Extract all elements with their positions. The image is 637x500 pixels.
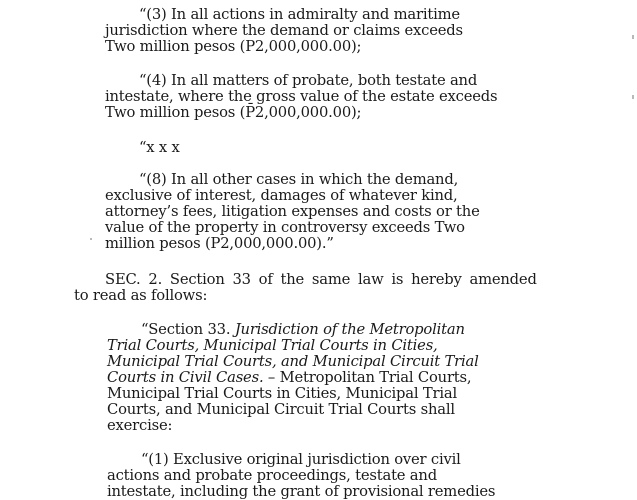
text-line xyxy=(107,320,465,338)
text-line xyxy=(107,352,479,370)
text-line: exclusive of interest, damages of whatever kind, xyxy=(105,186,458,204)
text-line: intestate, including the grant of provisional remedies xyxy=(107,482,496,500)
text-line: intestate, where the gross value of the estate exceeds xyxy=(105,87,498,105)
text-line: exercise: xyxy=(107,416,173,434)
text-line: “(3) In all actions in admiralty and maritime xyxy=(138,5,460,23)
text-line: attorney’s fees, litigation expenses and costs or the xyxy=(105,202,480,220)
paragraph-omission-marker xyxy=(105,139,417,155)
paragraph-exclusive-original-jurisdiction xyxy=(107,450,496,500)
scan-speck xyxy=(90,238,92,240)
text-line: SEC. 2. Section 33 of the same law is hereby amended xyxy=(105,270,537,288)
text-line: “(4) In all matters of probate, both testate and xyxy=(138,71,478,89)
text-line: jurisdiction where the demand or claims exceeds xyxy=(105,21,463,39)
section-33-title-italic: Courts in Civil Cases. xyxy=(107,368,264,386)
paragraph-probate-jurisdiction xyxy=(105,71,498,121)
section-33-title-italic: Jurisdiction of the Metropolitan xyxy=(234,320,465,338)
section-33-title-italic: Trial Courts, Municipal Trial Courts in Cities, xyxy=(107,336,438,354)
paragraph-admiralty-jurisdiction xyxy=(105,5,463,55)
paragraph-other-cases xyxy=(105,170,480,252)
text-line: “(8) In all other cases in which the demand, xyxy=(138,170,459,188)
text-line: to read as follows: xyxy=(74,286,208,304)
text-line xyxy=(107,336,438,354)
scan-speck xyxy=(632,95,634,99)
text-line xyxy=(107,368,472,386)
text-line: million pesos (P2,000,000.00).” xyxy=(105,234,334,252)
section-33-text: – Metropolitan Trial Courts, xyxy=(263,368,472,386)
text-line: Two million pesos (P2,000,000.00); xyxy=(105,37,362,55)
section-33-title-italic: Municipal Trial Courts, and Municipal Circuit Trial xyxy=(107,352,479,370)
text-line: Municipal Trial Courts in Cities, Municipal Trial xyxy=(107,384,457,402)
text-line: “x x x xyxy=(138,138,180,156)
section-2-heading-paragraph xyxy=(74,271,537,303)
section-33-lead: “Section 33. xyxy=(140,320,235,338)
text-line: Courts, and Municipal Circuit Trial Courts shall xyxy=(107,400,455,418)
text-line: actions and probate proceedings, testate and xyxy=(107,466,437,484)
text-line: Two million pesos (P̄2,000,000.00); xyxy=(105,103,362,121)
text-line: value of the property in controversy exceeds Two xyxy=(105,218,465,236)
text-line: “(1) Exclusive original jurisdiction over civil xyxy=(140,450,461,468)
scan-speck xyxy=(632,35,634,39)
section-33-paragraph xyxy=(107,320,479,434)
